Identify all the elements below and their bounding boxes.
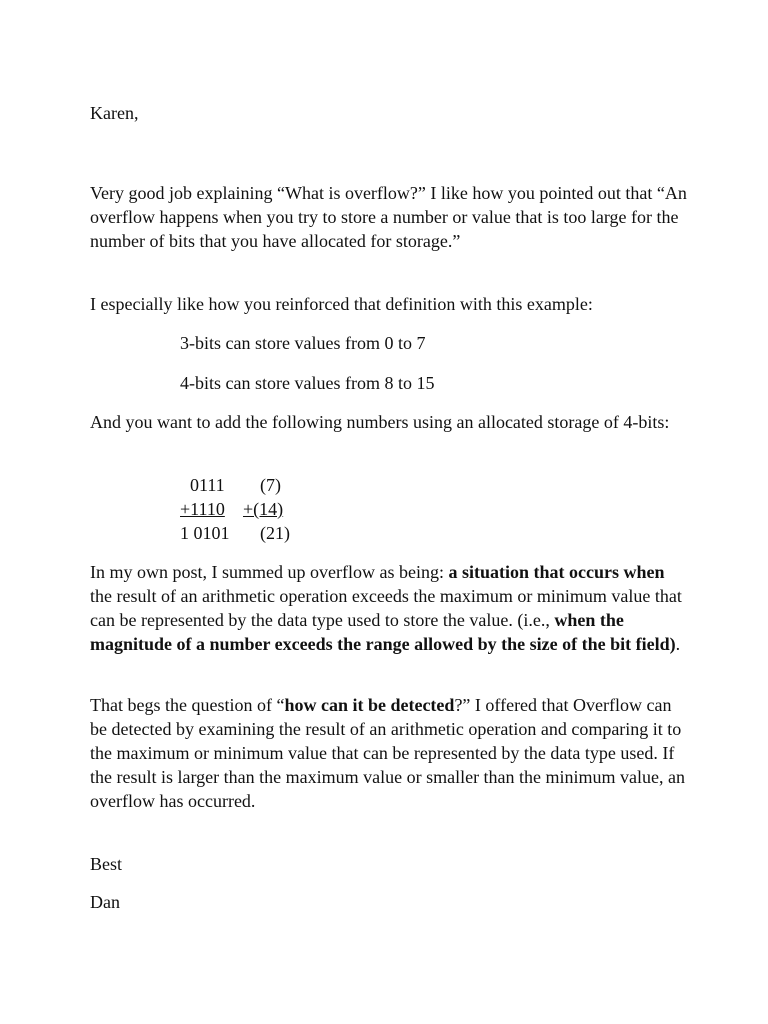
calc-row-1 (180, 473, 281, 497)
example-line-3-bits: 3-bits can store values from 0 to 7 (180, 333, 426, 353)
paragraph-addition-intro: And you want to add the following numbers using an allocated storage of 4-bits: (90, 412, 670, 432)
summary-text-a: In my own post, I summed up overflow as being: (90, 562, 449, 582)
summary-text-c: . (675, 634, 681, 654)
calc-binary-2: +1110 (180, 499, 225, 519)
binary-addition (180, 473, 290, 545)
summary-text-b: the result of an arithmetic operation exceeds the maximum or minimum value that can be represented by the data type used to store the value. (i.e., (90, 586, 682, 630)
summary-bold-a: a situation that occurs when (448, 562, 665, 582)
paragraph-detection (90, 693, 690, 813)
paragraph-overflow-summary (90, 560, 690, 656)
calc-binary-1: 0111 (190, 475, 225, 495)
detection-text-b: ?” I offered that Overflow can be detected by examining the result of an arithmetic operation and comparing it to the maximum or minimum value that can be represented by the data type used. If the result is larger than the maximum value or smaller than the minimum value, an overflow has occurred. (90, 695, 686, 811)
calc-decimal-2: +(14) (243, 499, 284, 519)
detection-bold: how can it be detected (284, 695, 455, 715)
paragraph-example-intro: I especially like how you reinforced that definition with this example: (90, 294, 593, 314)
signature: Dan (90, 892, 120, 912)
closing: Best (90, 854, 123, 874)
calc-decimal-result: (21) (260, 523, 290, 543)
example-line-4-bits: 4-bits can store values from 8 to 15 (180, 373, 435, 393)
summary-bold-b: when the magnitude of a number exceeds the range allowed by the size of the bit field) (90, 610, 676, 654)
salutation: Karen, (90, 103, 139, 123)
detection-text-a: That begs the question of “ (90, 695, 285, 715)
calc-row-3 (180, 521, 290, 545)
calc-binary-result: 1 0101 (180, 523, 230, 543)
paragraph-overflow-praise: Very good job explaining “What is overflow?” I like how you pointed out that “An overflow happens when you try to store a number or value that is too large for the number of bits that you have allocated for storage.” (90, 183, 687, 251)
calc-decimal-1: (7) (260, 475, 281, 495)
calc-row-2 (180, 497, 284, 521)
